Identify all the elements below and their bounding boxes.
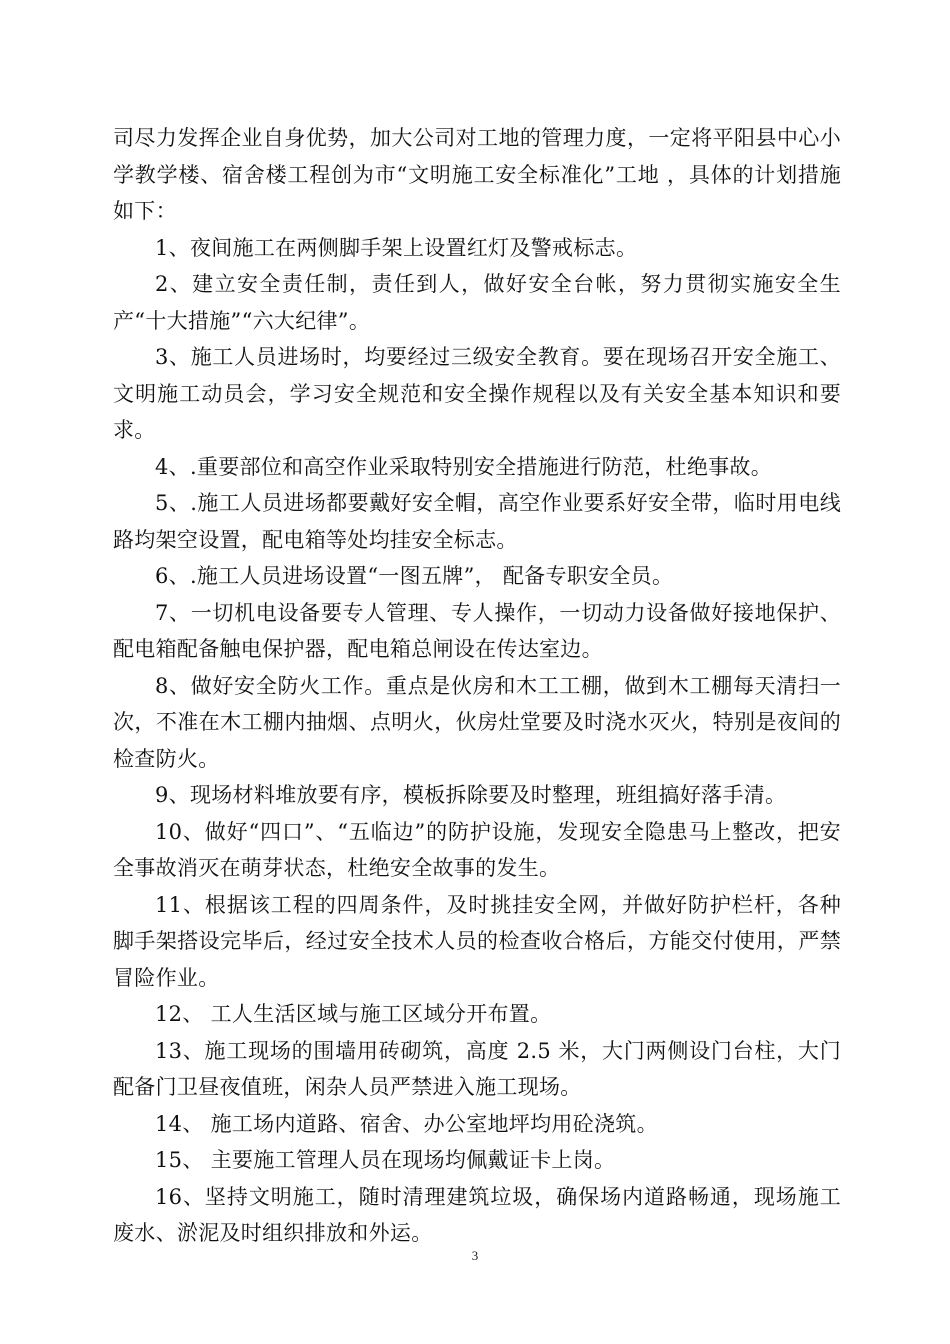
measure-item-5: 5、.施工人员进场都要戴好安全帽，高空作业要系好安全带，临时用电线路均架空设置，配电箱等处均挂安全标志。 bbox=[113, 491, 841, 552]
measure-item-8: 8、做好安全防火工作。重点是伙房和木工工棚，做到木工棚每天清扫一次，不准在木工棚内抽烟、点明火，伙房灶堂要及时浇水灭火，特别是夜间的检查防火。 bbox=[113, 673, 841, 771]
measure-item-3: 3、施工人员进场时，均要经过三级安全教育。要在现场召开安全施工、文明施工动员会，学习安全规范和安全操作规程以及有关安全基本知识和要求。 bbox=[113, 345, 841, 442]
intro-paragraph: 司尽力发挥企业自身优势，加大公司对工地的管理力度，一定将平阳县中心小学教学楼、宿舍楼工程创为市“文明施工安全标准化”工地 ，具体的计划措施如下： bbox=[113, 126, 841, 223]
page-number: 3 bbox=[471, 1248, 479, 1263]
document-body bbox=[113, 120, 841, 1252]
measure-item-4: 4、.重要部位和高空作业采取特别安全措施进行防范，杜绝事故。 bbox=[155, 454, 773, 479]
measure-item-6: 6、.施工人员进场设置“一图五牌”， 配备专职安全员。 bbox=[155, 564, 674, 588]
measure-item-9: 9、现场材料堆放要有序，模板拆除要及时整理，班组搞好落手清。 bbox=[155, 783, 787, 807]
measure-item-14: 14、 施工场内道路、宿舍、办公室地坪均用砼浇筑。 bbox=[155, 1111, 658, 1136]
measure-item-15: 15、 主要施工管理人员在现场均佩戴证卡上岗。 bbox=[155, 1148, 616, 1172]
measure-item-7: 7、一切机电设备要专人管理、专人操作，一切动力设备做好接地保护、配电箱配备触电保护器，配电箱总闸设在传达室边。 bbox=[113, 600, 841, 661]
measure-item-1: 1、夜间施工在两侧脚手架上设置红灯及警戒标志。 bbox=[155, 235, 638, 260]
measure-item-13: 13、施工现场的围墙用砖砌筑，高度 2.5 米，大门两侧设门台柱，大门配备门卫昼夜值班，闲杂人员严禁进入施工现场。 bbox=[113, 1038, 841, 1099]
measure-item-12: 12、 工人生活区域与施工区域分开布置。 bbox=[155, 1002, 552, 1026]
measure-item-10: 10、做好“四口”、“五临边”的防护设施，发现安全隐患马上整改，把安全事故消灭在萌芽状态，杜绝安全故事的发生。 bbox=[113, 819, 841, 880]
measure-item-16: 16、坚持文明施工，随时清理建筑垃圾，确保场内道路畅通，现场施工废水、淤泥及时组织排放和外运。 bbox=[113, 1184, 841, 1245]
measure-item-2: 2、建立安全责任制，责任到人，做好安全台帐，努力贯彻实施安全生产“十大措施”“六大纪律”。 bbox=[113, 272, 841, 333]
measure-item-11: 11、根据该工程的四周条件，及时挑挂安全网，并做好防护栏杆，各种脚手架搭设完毕后，经过安全技术人员的检查收合格后，方能交付使用，严禁冒险作业。 bbox=[113, 892, 841, 990]
